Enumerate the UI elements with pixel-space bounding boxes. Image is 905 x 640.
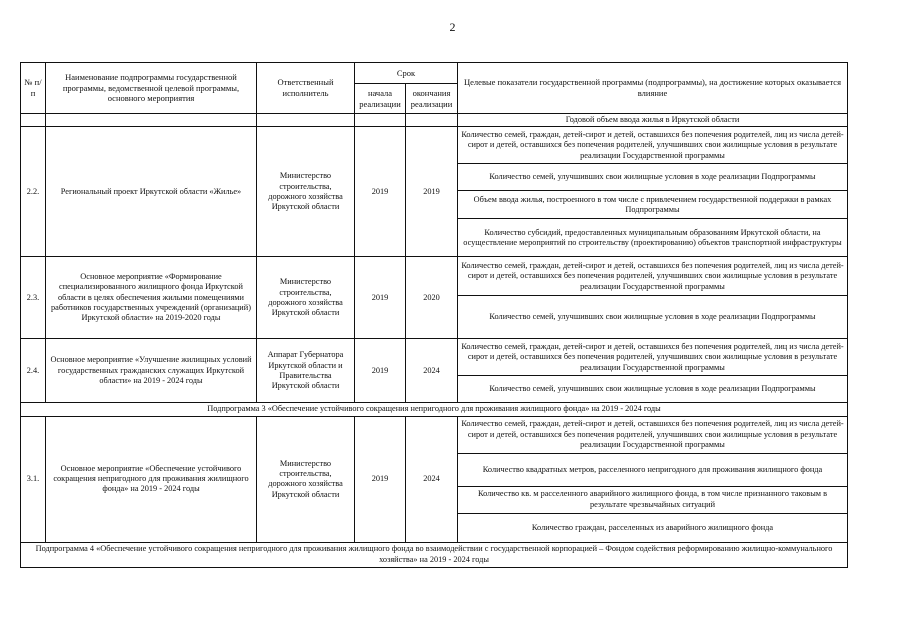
row-cont-start xyxy=(355,114,406,127)
row-cont-end xyxy=(406,114,458,127)
row-3-1-end: 2024 xyxy=(406,416,458,542)
row-2-4-num: 2.4. xyxy=(21,339,46,403)
subprogram-4-heading: Подпрограмма 4 «Обеспечение устойчивого сокращения непригодного для проживания жилищного фонда во взаимодействии с государственной корпорацией – Фондом содействия реформированию жилищно-коммунального хозяйства» на 2019 - 2024 годы xyxy=(21,542,848,567)
row-2-2-name: Региональный проект Иркутской области «Жилье» xyxy=(46,127,257,257)
row-2-2-num: 2.2. xyxy=(21,127,46,257)
indicator-cell: Годовой объем ввода жилья в Иркутской области xyxy=(458,114,848,127)
header-name: Наименование подпрограммы государственной программы, ведомственной целевой программы, основного мероприятия xyxy=(46,63,257,114)
row-2-3-executor: Министерство строительства, дорожного хозяйства Иркутской области xyxy=(257,257,355,339)
row-2-4-end: 2024 xyxy=(406,339,458,403)
indicator-cell: Количество семей, улучшивших свои жилищные условия в ходе реализации Подпрограммы xyxy=(458,296,848,339)
indicator-cell: Количество семей, граждан, детей-сирот и детей, оставшихся без попечения родителей, лиц из числа детей-сирот и детей, оставшихся без попечения родителей, улучшивших свои жилищные условия в результате реализации Государственной программы xyxy=(458,127,848,164)
row-cont-name xyxy=(46,114,257,127)
row-2-4-start: 2019 xyxy=(355,339,406,403)
header-term: Срок xyxy=(355,63,458,84)
indicator-cell: Количество граждан, расселенных из аварийного жилищного фонда xyxy=(458,513,848,542)
subprogram-3-heading: Подпрограмма 3 «Обеспечение устойчивого сокращения непригодного для проживания жилищного фонда» на 2019 - 2024 годы xyxy=(21,403,848,416)
header-end: окончания реализации xyxy=(406,84,458,114)
header-num: № п/п xyxy=(21,63,46,114)
row-2-3-end: 2020 xyxy=(406,257,458,339)
row-3-1-executor: Министерство строительства, дорожного хозяйства Иркутской области xyxy=(257,416,355,542)
row-2-3-num: 2.3. xyxy=(21,257,46,339)
header-indicators: Целевые показатели государственной программы (подпрограммы), на достижение которых оказывается влияние xyxy=(458,63,848,114)
row-3-1-start: 2019 xyxy=(355,416,406,542)
row-2-3-start: 2019 xyxy=(355,257,406,339)
row-2-2-start: 2019 xyxy=(355,127,406,257)
header-start: начала реализации xyxy=(355,84,406,114)
indicator-cell: Количество семей, улучшивших свои жилищные условия в ходе реализации Подпрограммы xyxy=(458,376,848,403)
indicator-cell: Количество семей, граждан, детей-сирот и детей, оставшихся без попечения родителей, лиц из числа детей-сирот и детей, оставшихся без попечения родителей, улучшивших свои жилищные условия в результате реализации Государственной программы xyxy=(458,416,848,453)
indicator-cell: Количество кв. м расселенного аварийного жилищного фонда, в том числе признанного таковым в результате чрезвычайных ситуаций xyxy=(458,486,848,513)
row-3-1-name: Основное мероприятие «Обеспечение устойчивого сокращения непригодного для проживания жилищного фонда» на 2019 - 2024 годы xyxy=(46,416,257,542)
indicator-cell: Количество семей, улучшивших свои жилищные условия в ходе реализации Подпрограммы xyxy=(458,164,848,191)
row-cont-executor xyxy=(257,114,355,127)
row-2-2-executor: Министерство строительства, дорожного хозяйства Иркутской области xyxy=(257,127,355,257)
row-2-4-name: Основное мероприятие «Улучшение жилищных условий государственных гражданских служащих Иркутской области» на 2019 - 2024 годы xyxy=(46,339,257,403)
indicator-cell: Количество семей, граждан, детей-сирот и детей, оставшихся без попечения родителей, лиц из числа детей-сирот и детей, оставшихся без попечения родителей, улучшивших свои жилищные условия в результате реализации Государственной программы xyxy=(458,257,848,296)
indicator-cell: Объем ввода жилья, построенного в том числе с привлечением государственной поддержки в рамках Подпрограммы xyxy=(458,191,848,219)
row-2-3-name: Основное мероприятие «Формирование специализированного жилищного фонда Иркутской области в целях обеспечения жилыми помещениями работников государственных учреждений (организаций) Иркутской области» на 2019-2020 годы xyxy=(46,257,257,339)
row-3-1-num: 3.1. xyxy=(21,416,46,542)
indicator-cell: Количество квадратных метров, расселенного непригодного для проживания жилищного фонда xyxy=(458,453,848,486)
indicator-cell: Количество семей, граждан, детей-сирот и детей, оставшихся без попечения родителей, лиц из числа детей-сирот и детей, оставшихся без попечения родителей, улучшивших свои жилищные условия в результате реализации Государственной программы xyxy=(458,339,848,376)
indicator-cell: Количество субсидий, предоставленных муниципальным образованиям Иркутской области, на осуществление мероприятий по строительству (проектированию) объектов транспортной инфраструктуры xyxy=(458,219,848,257)
row-2-4-executor: Аппарат Губернатора Иркутской области и Правительства Иркутской области xyxy=(257,339,355,403)
indicators-table xyxy=(20,62,848,568)
row-cont-num xyxy=(21,114,46,127)
header-executor: Ответственный исполнитель xyxy=(257,63,355,114)
row-2-2-end: 2019 xyxy=(406,127,458,257)
page-number: 2 xyxy=(449,20,456,34)
